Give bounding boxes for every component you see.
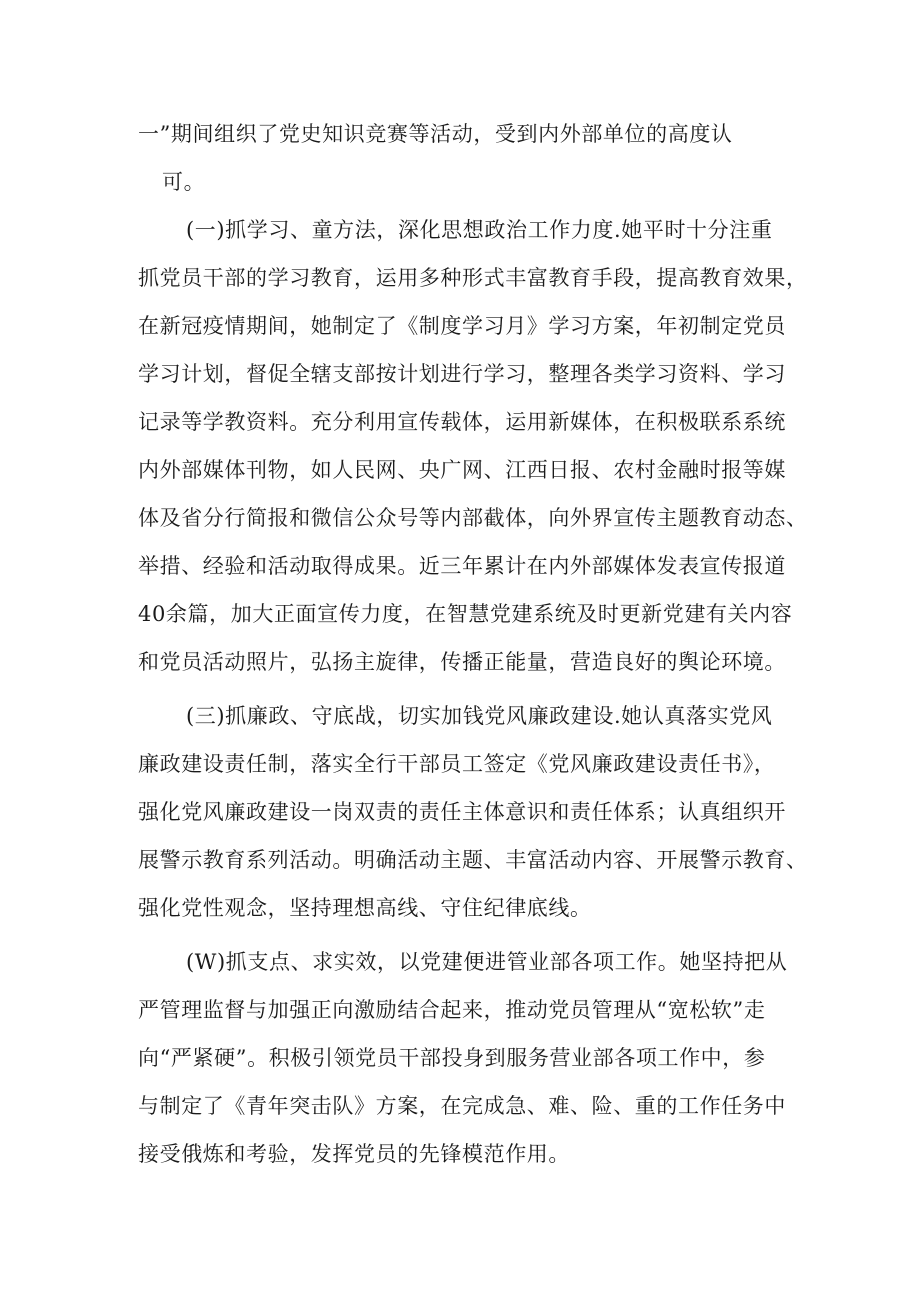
text-line-21: 与制定了《青年突击队》方案，在完成急、难、险、重的工作任务中 (138, 1094, 786, 1118)
text-line-20: 向“严紧硬”。积极引领党员干部投身到服务营业部各项工作中，参 (138, 1046, 766, 1070)
text-line-14: 廉政建设责任制，落实全行干部员工签定《党风廉政建设责任书》， (138, 752, 776, 776)
text-line-22: 接受俄炼和考验，发挥党员的先锋模范作用。 (138, 1142, 570, 1166)
text-line-17: 强化党性观念，坚持理想高线、守住纪律底线。 (138, 896, 592, 920)
text-line-19: 严管理监督与加强正向激励结合起来，推动党员管理从“宽松软”走 (138, 998, 766, 1022)
paragraph-4-heading-line: (W)抓支点、求实效，以党建便进管业部各项工作。她坚持把从 (186, 950, 788, 974)
text-line-9: 体及省分行简报和微信公众号等内部截体，向外界宣传主题教育动态、 (138, 506, 808, 530)
text-line-16: 展警示教育系列活动。明确活动主题、丰富活动内容、开展警示教育、 (138, 848, 808, 872)
text-line-8: 内外部媒体刊物，如人民网、央广网、江西日报、农村金融时报等媒 (138, 458, 786, 482)
paragraph-1-heading-line: (一)抓学习、童方法，深化思想政治工作力度.她平时十分注重 (186, 218, 773, 242)
text-line-4: 抓党员干部的学习教育，运用多种形式丰富教育手段，提高教育效果， (138, 266, 808, 290)
text-line-11: 40余篇，加大正面宣传力度，在智慧党建系统及时更新党建有关内容 (138, 602, 793, 626)
text-line-10: 举措、经验和活动取得成果。近三年累计在内外部媒体发表宣传报道 (138, 554, 786, 578)
text-line-15: 强化党风廉政建设一岗双责的责任主体意识和责任体系；认真组织开 (138, 800, 786, 824)
text-line-1: 一”期间组织了党史知识竞赛等活动，受到内外部单位的高度认 (138, 122, 733, 146)
text-line-12: 和党员活动照片，弘扬主旋律，传播正能量，营造良好的舆论环境。 (138, 650, 786, 674)
text-line-7: 记录等学教资料。充分利用宣传载体，运用新媒体，在积极联系系统 (138, 410, 786, 434)
text-line-2: 可。 (162, 170, 206, 194)
text-line-5: 在新冠疫情期间，她制定了《制度学习月》学习方案，年初制定党员 (138, 314, 786, 338)
paragraph-3-heading-line: (三)抓廉政、守底战，切实加钱党风廉政建设.她认真落实党风 (186, 704, 773, 728)
text-line-6: 学习计划，督促全辖支部按计划进行学习，整理各类学习资料、学习 (138, 362, 786, 386)
